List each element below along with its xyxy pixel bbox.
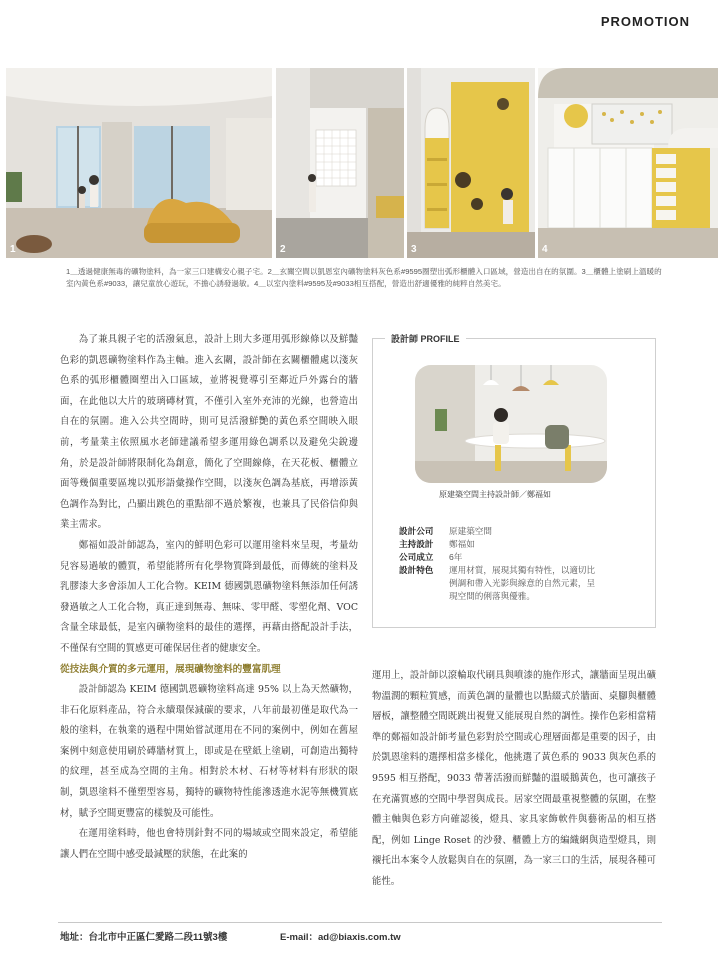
profile-value: 原建築空間 — [449, 526, 492, 536]
section-tag: PROMOTION — [600, 14, 690, 29]
photo-caption: 1＿透過健康無毒的礦物塗料，為一家三口建構安心親子宅。2＿玄關空間以凱恩室內礦物塗料灰色系#9595圈塑出弧形櫃體入口區域，營造出自在的氛圍。3＿櫃體上塗刷上溫暖的室內黃色系#9033，讓兒童放心遊玩，不擔心誘發過敏。4＿以室內塗料#9595及#9033相互搭配，營造出舒適優雅的純粹自然美宅。 — [66, 267, 662, 288]
photo-number: 1 — [10, 244, 16, 255]
designer-profile-box — [372, 334, 656, 628]
profile-label: 設計特色 — [399, 565, 434, 575]
article-column-right — [372, 666, 656, 893]
article-paragraph: 運用上，設計師以滾輪取代刷具與噴漆的施作形式，讓牆面呈現出礦物溫潤的顆粒質感，而黃色調的量體也以點綴式於牆面、桌腳與櫃體層板，讓整體空間既跳出視覺又能展現自然的調性。操作色彩相當精準的鄭福如設計師考量色彩對於空間或心理層面都是重要的因子，由於凱恩塗料的選擇相當多樣化，他挑選了黃色系的 9033 與灰色系的 9595 相互搭配，9033 帶著活潑而鮮豔的溫暖鵝黃色，也可讓孩子在充滿質感的空間中學習與成長。居家空間最重視整體的氛圍，在整體主軸與色彩方向確認後，燈具、家具家飾軟件與藝術品的相互搭配，例如 Linge Roset 的沙發、櫃體上方的編織網與造型燈具，則襯托出本案令人放鬆與自在的氛圍，為一家三口的生活，展現各種可能性。 — [372, 670, 656, 887]
profile-row — [399, 564, 649, 603]
profile-row — [399, 551, 649, 564]
profile-value: 鄭福如 — [449, 539, 475, 549]
article-paragraph: 在運用塗料時，他也會特別針對不同的場域或空間來設定，希望能讓人們在空間中感受最減壓的狀態，在此案的 — [60, 828, 358, 860]
designer-photo — [415, 365, 607, 483]
article-column-left — [60, 330, 358, 865]
photo-strip — [6, 68, 718, 258]
photo-number: 3 — [411, 244, 417, 255]
profile-row — [399, 525, 649, 538]
profile-row — [399, 538, 649, 551]
footer-address: 地址：台北市中正區仁愛路二段11號3樓 — [60, 932, 228, 943]
article-paragraph: 鄭福如設計師認為，室內的鮮明色彩可以運用塗料來呈現，考量幼兒容易過敏的體質，希望能將所有化學物質降到最低，而傳統的塗料及乳膠漆大多會添加人工化合物。KEIM 德國凱恩礦物塗料無添加任何誘發過敏之人工化合物，真正達到無毒、無味、零甲醛、零塑化劑、VOC 含量全球最低，是室內礦物塗料的最佳的選擇，再藉由搭配設計手法，不僅保有空間的質感更可確保居住者的健康安全。 — [60, 539, 358, 654]
profile-table — [399, 525, 649, 603]
photo-entrance — [276, 68, 404, 258]
profile-title: 設計師 PROFILE — [385, 332, 466, 345]
photo-storage-wall — [538, 68, 718, 258]
profile-photo-caption: 原建築空間主持設計師／鄭福如 — [439, 490, 551, 499]
footer-email: E-mail：ad@biaxis.com.tw — [280, 932, 401, 943]
profile-value: 運用材質，展現其獨有特性，以適切比例調和帶入光影與線意的自然元素，呈現空間的俐落與優雅。 — [449, 565, 596, 601]
article-paragraph: 為了兼具親子宅的活潑氣息，設計上則大多運用弧形線條以及鮮豔色彩的凱恩礦物塗料作為主軸。進入玄關，設計師在玄關櫃體處以淺灰色系的弧形櫃體圈塑出入口區域，並將視覺導引至鄰近戶外露台的牆面，在此他以大片的玻璃磚材質，不僅引入室外充沛的光線，也營造出自在的氛圍。進入公共空間時，則可見活潑鮮艷的黃色系空間映入眼前，考量業主依照風水老師建議希望多運用綠色調系以及避免尖銳邊角，於是設計師將限制化為創意，簡化了空間線條，在天花板、櫃體立面等幾個重要區塊以弧形語彙操作空間，以淺灰色調為基底，再增添黃色調作為對比，凸顯出跳色的重點卻不過於繁複，也兼具了民俗信仰與業主需求。 — [60, 334, 358, 531]
photo-number: 2 — [280, 244, 286, 255]
photo-yellow-cabinet — [407, 68, 535, 258]
footer-divider — [58, 922, 662, 923]
profile-label: 公司成立 — [399, 552, 434, 562]
article-subheading: 從技法與介質的多元運用，展現礦物塗料的豐富肌理 — [60, 663, 281, 675]
profile-label: 設計公司 — [399, 526, 434, 536]
photo-number: 4 — [542, 244, 548, 255]
article-paragraph: 設計師認為 KEIM 德國凱恩礦物塗料高達 95% 以上為天然礦物，非石化原料產品，符合永續環保減碳的要求，八年前最初僅是取代為一般的塗料，在執業的過程中開始嘗試運用在不同的案例中，例如在舊屋案例中刻意使用刷於磚牆材質上，即或是在壁紙上塗刷，可創造出獨特的紋理，甚至成為空間的主角。相對於木材、石材等材料有形狀的限制，凱恩塗料不僅塑型容易，獨特的礦物特性能滲透進水泥等無機質底材，賦予空間更豐富的樣貌及可能性。 — [60, 684, 358, 819]
profile-value: 6年 — [449, 552, 463, 562]
photo-living-room — [6, 68, 272, 258]
profile-label: 主持設計 — [399, 539, 434, 549]
